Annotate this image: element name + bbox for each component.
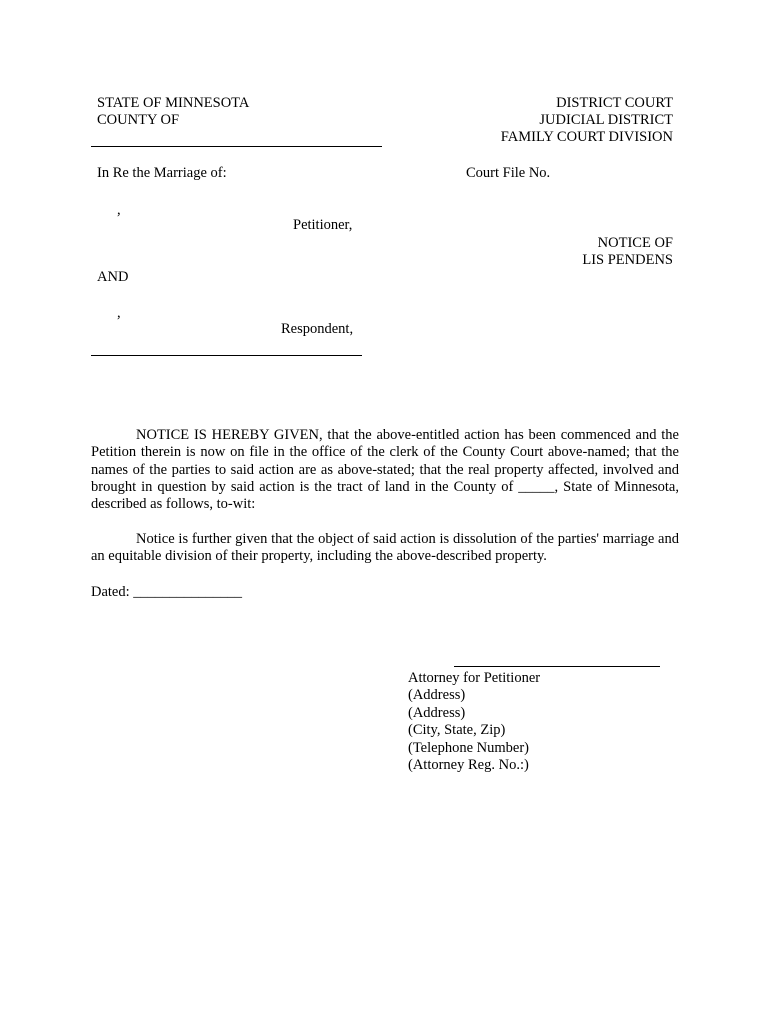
attorney-reg-no: (Attorney Reg. No.:)	[408, 757, 529, 773]
and-label: AND	[97, 269, 129, 285]
attorney-address-2: (Address)	[408, 705, 466, 721]
dated-line: Dated: _______________	[91, 584, 243, 600]
respondent-label: Respondent,	[281, 321, 354, 337]
county-label: COUNTY OF	[97, 112, 180, 128]
signature-line	[454, 666, 660, 667]
court-division: FAMILY COURT DIVISION	[500, 129, 673, 145]
attorney-telephone: (Telephone Number)	[408, 740, 529, 756]
respondent-name-comma: ,	[117, 305, 121, 321]
attorney-role: Attorney for Petitioner	[408, 670, 541, 686]
petitioner-name-comma: ,	[117, 202, 121, 218]
attorney-city-state-zip: (City, State, Zip)	[408, 722, 506, 738]
in-re-label: In Re the Marriage of:	[97, 165, 227, 181]
document-title-line2: LIS PENDENS	[582, 252, 673, 268]
county-underline	[91, 146, 382, 147]
judicial-district: JUDICIAL DISTRICT	[539, 112, 673, 128]
object-paragraph: Notice is further given that the object of said action is dissolution of the parties' marriage and an equitable division of their property, including the above-described property.	[91, 531, 679, 565]
state-name: STATE OF MINNESOTA	[97, 95, 250, 111]
caption-underline	[91, 355, 362, 356]
attorney-address-1: (Address)	[408, 687, 466, 703]
petitioner-label: Petitioner,	[293, 217, 353, 233]
court-name: DISTRICT COURT	[556, 95, 673, 111]
court-file-label: Court File No.	[466, 165, 551, 181]
notice-paragraph: NOTICE IS HEREBY GIVEN, that the above-entitled action has been commenced and the Petition therein is now on file in the office of the clerk of the County Court above-named; that the names of the parties to said action are as above-stated; that the real property affected, involved and brought in question by said action is the tract of land in the County of _____, State of Minnesota, described as follows, to-wit:	[91, 427, 679, 513]
document-title-line1: NOTICE OF	[597, 235, 673, 251]
